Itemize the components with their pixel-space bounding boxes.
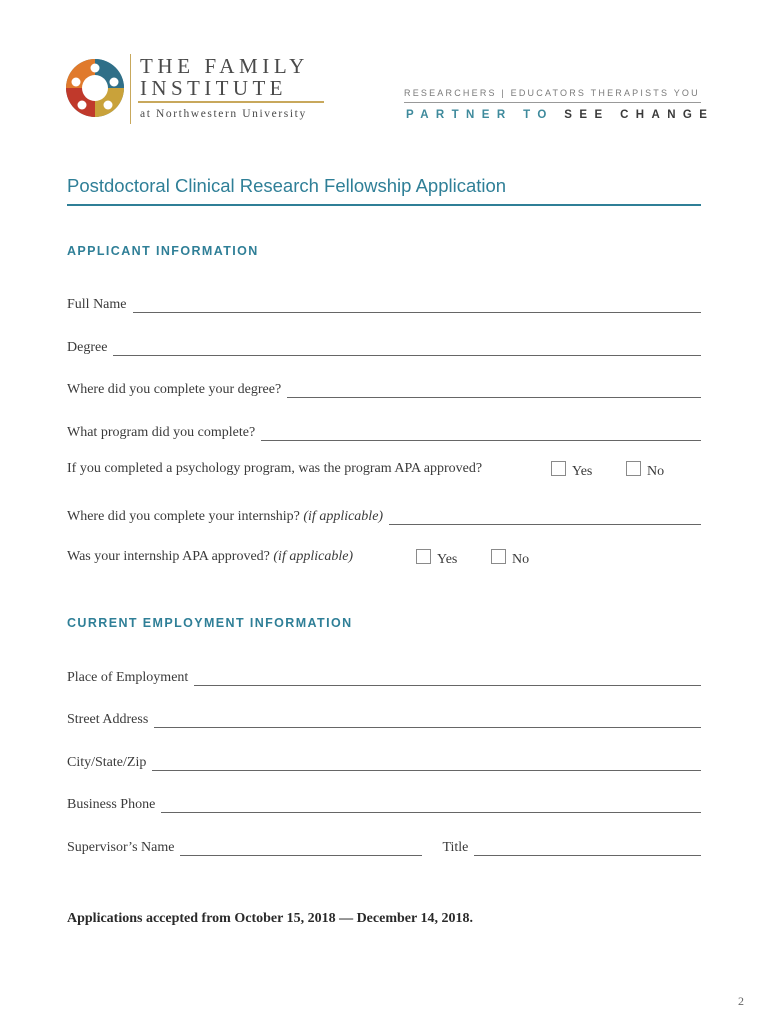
- title-rule: [67, 204, 701, 206]
- street-row: [67, 706, 701, 728]
- internship-apa-yes-label: Yes: [437, 552, 458, 567]
- apa-no-option[interactable]: [626, 461, 664, 480]
- internship-where-note: (if applicable): [303, 509, 384, 524]
- degree-label: Degree: [67, 340, 108, 355]
- internship-apa-label: [67, 549, 353, 565]
- where-degree-field[interactable]: [287, 383, 701, 398]
- phone-label: Business Phone: [67, 797, 156, 812]
- checkbox-icon[interactable]: [416, 549, 431, 564]
- degree-row: [67, 334, 701, 356]
- logo-wordmark-line1: THE FAMILY: [140, 54, 309, 78]
- internship-where-field[interactable]: [389, 510, 701, 525]
- supervisor-label: Supervisor’s Name: [67, 840, 175, 855]
- place-row: [67, 664, 701, 686]
- logo-subtitle: at Northwestern University: [140, 108, 307, 120]
- internship-apa-text: Was your internship APA approved?: [67, 549, 270, 564]
- apa-yes-label: Yes: [572, 464, 593, 479]
- tagline-roles: RESEARCHERS | EDUCATORS THERAPISTS YOU: [404, 88, 700, 98]
- apa-question-label: If you completed a psychology program, was the program APA approved?: [67, 461, 483, 476]
- tagline-slogan-part2: SEE CHANGE: [564, 109, 715, 121]
- page-title: Postdoctoral Clinical Research Fellowship Application: [67, 175, 507, 196]
- apa-yes-option[interactable]: [551, 461, 592, 480]
- internship-apa-no-option[interactable]: [491, 549, 529, 568]
- supervisor-field[interactable]: [180, 841, 422, 856]
- street-field[interactable]: [154, 713, 701, 728]
- place-label: Place of Employment: [67, 670, 189, 685]
- applicant-section-heading: APPLICANT INFORMATION: [67, 244, 259, 258]
- employment-section-heading: CURRENT EMPLOYMENT INFORMATION: [67, 616, 353, 630]
- tagline-slogan-part1: PARTNER TO: [406, 109, 565, 121]
- full-name-row: [67, 291, 701, 313]
- what-program-row: [67, 419, 701, 441]
- tagline-rule: [404, 102, 701, 103]
- apa-no-label: No: [647, 464, 665, 479]
- internship-apa-yes-option[interactable]: [416, 549, 457, 568]
- full-name-field[interactable]: [133, 298, 702, 313]
- logo-wordmark-line2: INSTITUTE: [140, 76, 287, 100]
- family-institute-logo-icon: [64, 57, 126, 119]
- where-degree-label: Where did you complete your degree?: [67, 382, 282, 397]
- full-name-label: Full Name: [67, 297, 127, 312]
- checkbox-icon[interactable]: [551, 461, 566, 476]
- deadline-note: Applications accepted from October 15, 2018 — December 14, 2018.: [67, 911, 473, 926]
- degree-field[interactable]: [113, 341, 701, 356]
- place-field[interactable]: [194, 671, 701, 686]
- internship-where-label: [67, 509, 383, 525]
- city-field[interactable]: [152, 756, 701, 771]
- what-program-field[interactable]: [261, 426, 701, 441]
- phone-field[interactable]: [161, 798, 701, 813]
- street-label: Street Address: [67, 712, 149, 727]
- title-label: Title: [442, 840, 469, 855]
- where-degree-row: [67, 376, 701, 398]
- internship-apa-note: (if applicable): [273, 549, 354, 564]
- title-field[interactable]: [474, 841, 701, 856]
- page-number: 2: [738, 994, 744, 1008]
- internship-where-row: [67, 503, 701, 525]
- city-label: City/State/Zip: [67, 755, 147, 770]
- tagline-slogan: [406, 109, 714, 121]
- internship-where-text: Where did you complete your internship?: [67, 509, 300, 524]
- phone-row: [67, 791, 701, 813]
- checkbox-icon[interactable]: [491, 549, 506, 564]
- internship-apa-no-label: No: [512, 552, 530, 567]
- checkbox-icon[interactable]: [626, 461, 641, 476]
- logo-rule: [138, 101, 324, 103]
- what-program-label: What program did you complete?: [67, 425, 256, 440]
- city-row: [67, 749, 701, 771]
- logo-divider: [130, 54, 131, 124]
- supervisor-row: [67, 834, 701, 856]
